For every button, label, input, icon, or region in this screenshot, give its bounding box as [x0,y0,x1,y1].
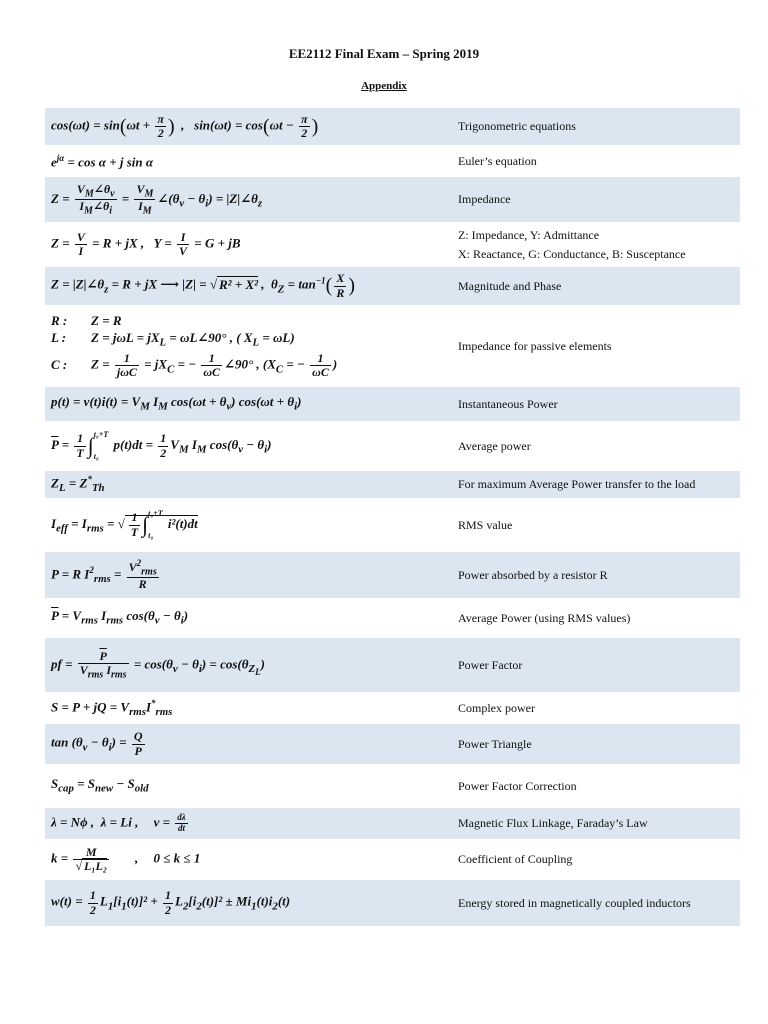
equation-power-triangle: $\tan (\theta_v - \theta_i)$ = $\frac{Q}{P}$ [51,729,143,758]
page-title: EE2112 Final Exam – Spring 2019 [288,46,480,61]
table-row [45,471,740,498]
row-label: Instantaneous Power [458,396,558,411]
table-row [45,305,740,387]
row-label: Energy stored in magnetically coupled inductors [458,895,691,910]
equation-instantaneous-power: $p(t) = v(t)i(t) = V_M$ $I_M$ $\cos(\omega t + \theta_v)$ $\cos(\omega t + \theta_i)$ [51,394,302,413]
equation-flux-linkage: λ = Nϕ , λ = Li , v = $\frac{d\lambda}{dt}$ [51,812,186,833]
table-row [45,839,740,880]
equation-coupled-energy: w(t) = $\frac{1}{2}$ $L_1[i_1(t)]^2$ + $\frac{1}{2}$ $L_2[i_2(t)]^2 \pm Mi_1(t)i_2(t)$ [51,888,291,917]
row-label: Power absorbed by a resistor R [458,567,608,582]
table-row [45,764,740,808]
row-label: Impedance for passive elements [458,338,612,353]
row-label: For maximum Average Power transfer to the load [458,477,696,492]
table-row [45,267,740,305]
table-row [45,552,740,598]
row-label: Euler’s equation [458,153,537,168]
table-row [45,387,740,421]
equation-coupling: k = $\frac{M}{\text{√ L₁L₂}}$ , 0 ≤ k ≤ 1 [51,844,201,873]
equation-passive-elements: R : Z = R L : $Z = j\omega L = jX_L$ = ωL∠90° , ( $X_L = \omega L$) C : Z = $\frac{1}{\text{jωC}}$ = $jX_C$ = − $\frac{1}{\omega C}$ ∠90° , ($X_C$ = − $\frac{1}{\omega C}$ ) [51,312,338,380]
table-row [45,692,740,724]
table-row [45,222,740,267]
equation-power-factor: pf = $\frac{\overline{P}}{V_{rms} I_{rms}}$ = $\cos(\theta_v - \theta_i) = \cos(\theta_{Z_L})$ [51,648,265,681]
equation-impedance: Z = $\frac{V_M\angle\theta_v}{I_M\angle\theta_i}$ = $\frac{V_M}{I_M}$ $\angle(\theta_v - \theta_i)$ = $|Z|\angle\theta_z$ [51,181,263,217]
definition-line: Z: Impedance, Y: Admittance [458,227,600,242]
table-row [45,498,740,552]
table-row [45,880,740,926]
row-label: Power Factor Correction [458,778,577,793]
table-row [45,724,740,764]
equation-rms: $I_{eff} = I_{rms}$ = √ $\frac{1}{T}$ ∫ t₀+T t₀ i²(t)dt [51,509,198,540]
equation-admittance: Z = $\frac{V}{I}$ = R + jX , Y = $\frac{I}{V}$ = G + jB [51,229,241,258]
equation-pf-correction: $S_{cap} = S_{new} - S_{old}$ [51,776,149,795]
equation-average-power: $\overline{P}$ = $\frac{1}{T}$ ∫ t₀+T t₀ p(t)dt = $\frac{1}{2}$ $V_M$ $I_M$ $\cos(\theta_v - \theta_i)$ [51,430,272,461]
row-label: Power Triangle [458,736,532,751]
row-label: Magnitude and Phase [458,278,562,293]
equation-average-power-rms: $\overline{P} = V_{rms}$ $I_{rms}$ $\cos(\theta_v - \theta_i)$ [51,608,189,627]
table-row [45,598,740,638]
row-label: Average power [458,438,531,453]
table-row [45,638,740,692]
appendix-heading: Appendix [361,80,407,92]
row-label: Trigonometric equations [458,119,576,134]
definition-line: X: Reactance, G: Conductance, B: Susceptance [458,246,686,261]
table-row [45,808,740,839]
table-row [45,145,740,177]
row-label: Impedance [458,192,511,207]
table-row [45,421,740,471]
equation-max-power-transfer: $Z_L = Z^*_{Th}$ [51,474,105,494]
equation-euler: $e^{j\alpha} = \cos \alpha + j$ sin α [51,152,154,169]
table-row [45,108,740,145]
row-label: Average Power (using RMS values) [458,610,631,625]
formula-table [45,108,740,926]
equation-resistor-power: P = R $I^2_{rms}$ = $\frac{V^2_{rms}}{R}$ [51,557,157,592]
row-label: RMS value [458,517,513,532]
table-row [45,177,740,222]
row-label-definitions [455,226,740,263]
row-label: Magnetic Flux Linkage, Faraday’s Law [458,816,648,831]
row-label: Power Factor [458,657,523,672]
row-label: Complex power [458,700,535,715]
row-label: Coefficient of Coupling [458,852,573,867]
equation-magnitude-phase: $Z = |Z|\angle\theta_z = R$ + jX ⟶ |Z| = √ R² + X² , $\theta_Z = \tan^{-1}$( $\frac{X}{R}$ ) [51,271,355,300]
equation-trig: cos(ωt) = sin(ωt + $\frac{\pi}{2}$ ) , sin(ωt) = cos(ωt − $\frac{\pi}{2}$ ) [51,111,319,140]
equation-complex-power: S = P + jQ = $V_{rms}I^*_{rms}$ [51,697,173,718]
